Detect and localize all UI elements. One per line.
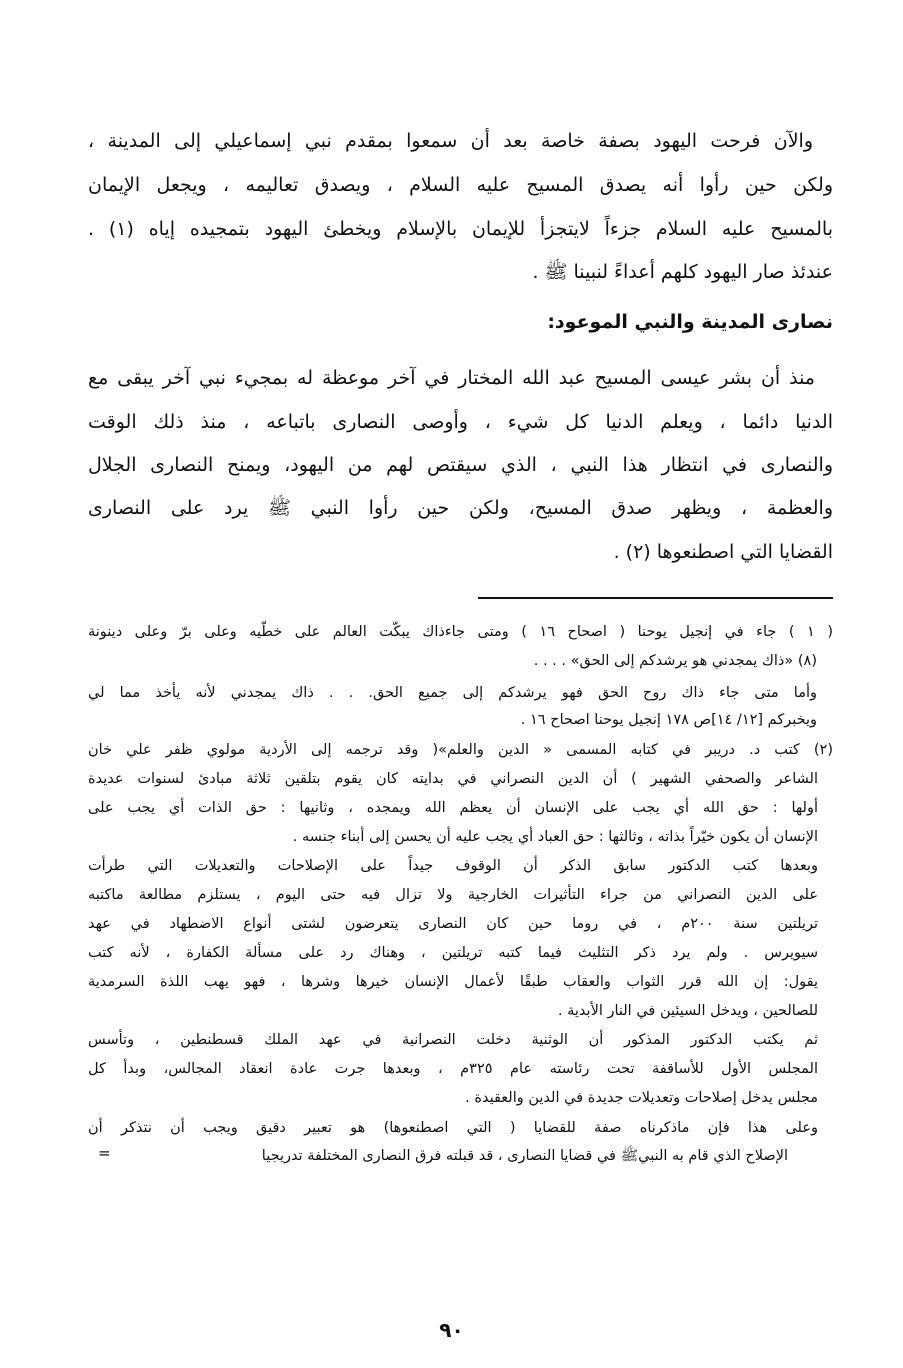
footnote-line: ( ١ ) جاء في إنجيل يوحنا ( اصحاح ١٦ ) ومتى جاءذاك يبكّت العالم على خطّيه وعلى برّ وعلى دينونة: [88, 624, 833, 640]
footnote-line: (٢) كتب د. دريبر في كتابه المسمى « الدين والعلم»( وقد ترجمه إلى الأردية مولوي ظفر علي خان: [88, 742, 833, 758]
text-line: عندئذ صار اليهود كلهم أعداءً لنبينا ﷺ .: [532, 261, 833, 283]
footnote-line: أولها : حق الله أي يجب على الإنسان أن يعظم الله ويمجده ، وثانيها : حق الذات أي يجب على: [88, 800, 818, 816]
page-number: ٩٠: [439, 1318, 464, 1342]
text-line: والعظمة ، ويظهر صدق المسيح، ولكن حين رأوا النبي ﷺ يرد على النصارى: [88, 497, 833, 519]
footnote-line: ويخبركم [١٢/ ١٤]ص ١٧٨ إنجيل يوحنا اصحاح ١٦ .: [520, 712, 817, 728]
footnote-line: مجلس يدخل إصلاحات وتعديلات جديدة في الدين والعقيدة .: [465, 1090, 818, 1106]
footnote-line: وبعدها كتب الدكتور سابق الذكر أن الوقوف جيداً على الإصلاحات والتعديلات التي طرأت: [88, 858, 818, 874]
footnote-line: ثم يكتب الدكتور المذكور أن الوثنية دخلت النصرانية في عهد الملك قسطنطين ، وتأسس: [88, 1032, 818, 1048]
text-line: والآن فرحت اليهود بصفة خاصة بعد أن سمعوا بمقدم نبي إسماعيلي إلى المدينة ،: [88, 130, 813, 152]
footnote-line: الإصلاح الذي قام به النبيﷺ في قضايا النصارى ، قد قبلته فرق النصارى المختلفة تدريجيا: [261, 1148, 788, 1164]
text-line: الدنيا دائما ، ويعلم الدنيا كل شيء ، وأوصى النصارى باتباعه ، منذ ذلك الوقت: [88, 411, 833, 433]
footnote-line: على الدين النصراني من جراء التأثيرات الخارجية ولا تزال فيه حتى اليوم ، يستلزم مطالعة ماكتبه: [88, 887, 818, 903]
footnote-line: تريلتين سنة ٢٠٠م ، في روما حين كان النصارى يتعرضون لشتى أنواع الاضطهاد في عهد: [88, 916, 818, 932]
text-line: منذ أن بشر عيسى المسيح عبد الله المختار في آخر موعظة له بمجيء نبي آخر يبقى مع: [88, 367, 815, 389]
footnote-line: وعلى هذا فإن ماذكرناه صفة للقضايا ( التي اصطنعوها) هو تعبير دقيق ويجب أن نتذكر أن: [88, 1120, 818, 1136]
footnote-line: سيويرس . ولم يرد ذكر التثليث فيما كتبه تريلتين ، وهناك رد على مسألة الكفارة ، لأنه كتب: [88, 945, 818, 961]
footnote-line: الشاعر والصحفي الشهير ) أن الدين النصراني في بدايته كان يقوم بتلقين ثلاثة مبادئ لسنوات عديدة: [88, 771, 818, 787]
footnote-line: وأما متى جاء ذاك روح الحق فهو يرشدكم إلى جميع الحق. . . ذاك يمجدني لأنه يأخذ مما لي: [88, 685, 817, 701]
footnote-divider: [478, 597, 833, 599]
footnote-line: (٨) «ذاك يمجدني هو يرشدكم إلى الحق» . . . .: [533, 653, 817, 669]
footnote-line: للصالحين ، ويدخل السيئين في النار الأبدية .: [557, 1003, 818, 1019]
section-heading: نصارى المدينة والنبي الموعود:: [547, 311, 833, 333]
text-line: بالمسيح عليه السلام جزءاً لايتجزأ للإيمان بالإسلام ويخطئ اليهود بتمجيده إياه (١) .: [88, 218, 833, 240]
footnote-line: المجلس الأول للأساقفة تحت رئاسته عام ٣٢٥م ، وبعدها جرت عادة انعقاد المجالس، وبدأ كل: [88, 1061, 818, 1077]
footnote-line: الإنسان أن يكون خيّراً بذاته ، وثالثها : حق العباد أي يجب عليه أن يحسن إلى أبناء جنسه .: [292, 829, 818, 845]
text-line: والنصارى في انتظار هذا النبي ، الذي سيقتص لهم من اليهود، ويمنح النصارى الجلال: [88, 454, 833, 476]
footnote-line: يقول: إن الله قرر الثواب والعقاب طبقًا لأعمال الإنسان خيرها وشرها ، فهو يهب اللذة السرمدية: [88, 974, 818, 990]
text-line: القضايا التي اصطنعوها (٢) .: [613, 541, 833, 563]
continuation-mark: =: [98, 1144, 111, 1162]
text-line: ولكن حين رأوا أنه يصدق المسيح عليه السلام ، ويصدق تعاليمه ، ويجعل الإيمان: [88, 174, 833, 196]
